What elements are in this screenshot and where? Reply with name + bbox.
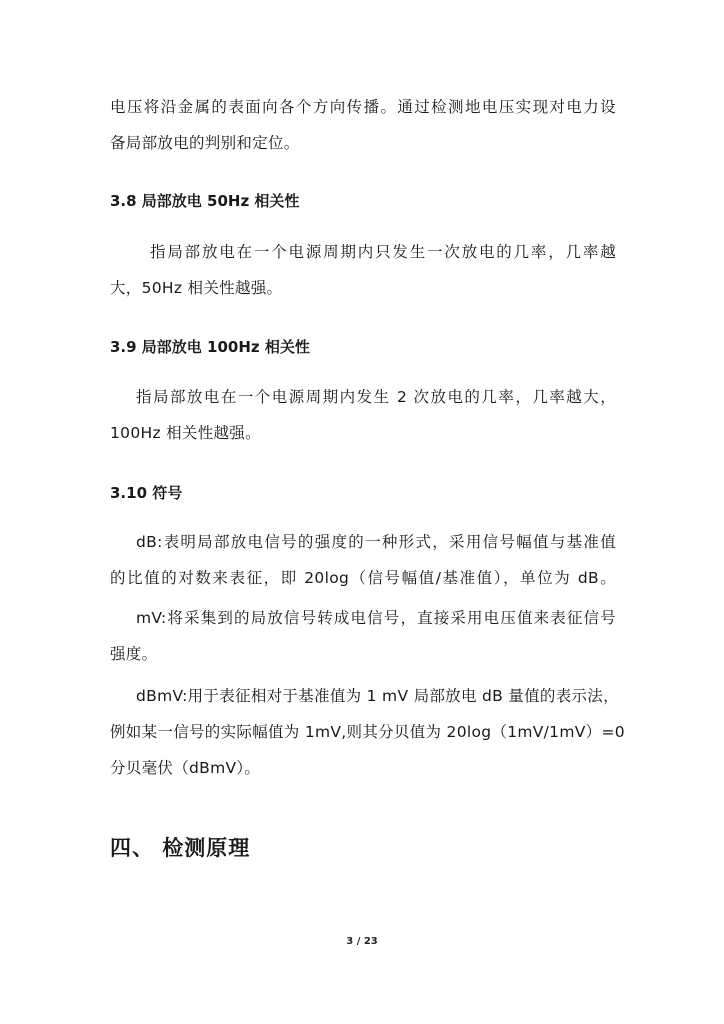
paragraph-line: 电压将沿金属的表面向各个方向传播。通过检测地电压实现对电力设 [110, 98, 616, 116]
paragraph-line: dBmV:用于表征相对于基准值为 1 mV 局部放电 dB 量值的表示法， [136, 687, 619, 705]
paragraph-mv [110, 600, 616, 672]
paragraph-line: mV:将采集到的局放信号转成电信号，直接采用电压值来表征信号 [136, 609, 616, 627]
paragraph-line: 强度。 [110, 645, 158, 663]
paragraph-line: 分贝毫伏（dBmV）。 [110, 759, 261, 777]
paragraph-line: 大，50Hz 相关性越强。 [110, 279, 283, 297]
page-number: 3 / 23 [346, 936, 378, 947]
section-heading-3-9: 3.9 局部放电 100Hz 相关性 [110, 338, 310, 356]
section-heading-3-10: 3.10 符号 [110, 484, 183, 502]
paragraph-db [110, 524, 616, 596]
paragraph-100hz [110, 379, 616, 451]
paragraph-line: 的比值的对数来表征，即 20log（信号幅值/基准值），单位为 dB。 [110, 569, 616, 587]
paragraph-line: 指局部放电在一个电源周期内只发生一次放电的几率，几率越 [150, 243, 616, 261]
paragraph-line: dB:表明局部放电信号的强度的一种形式，采用信号幅值与基准值 [136, 533, 616, 551]
paragraph-dbmv [110, 678, 625, 786]
section-heading-3-8: 3.8 局部放电 50Hz 相关性 [110, 192, 300, 210]
paragraph-line: 100Hz 相关性越强。 [110, 424, 261, 442]
paragraph-line: 指局部放电在一个电源周期内发生 2 次放电的几率，几率越大， [136, 388, 616, 406]
paragraph-50hz [110, 234, 616, 306]
paragraph-intro [110, 89, 616, 161]
paragraph-line: 备局部放电的判别和定位。 [110, 134, 300, 152]
paragraph-line: 例如某一信号的实际幅值为 1mV,则其分贝值为 20log（1mV/1mV）=0 [110, 723, 625, 741]
chapter-heading-4: 四、 检测原理 [110, 836, 251, 860]
